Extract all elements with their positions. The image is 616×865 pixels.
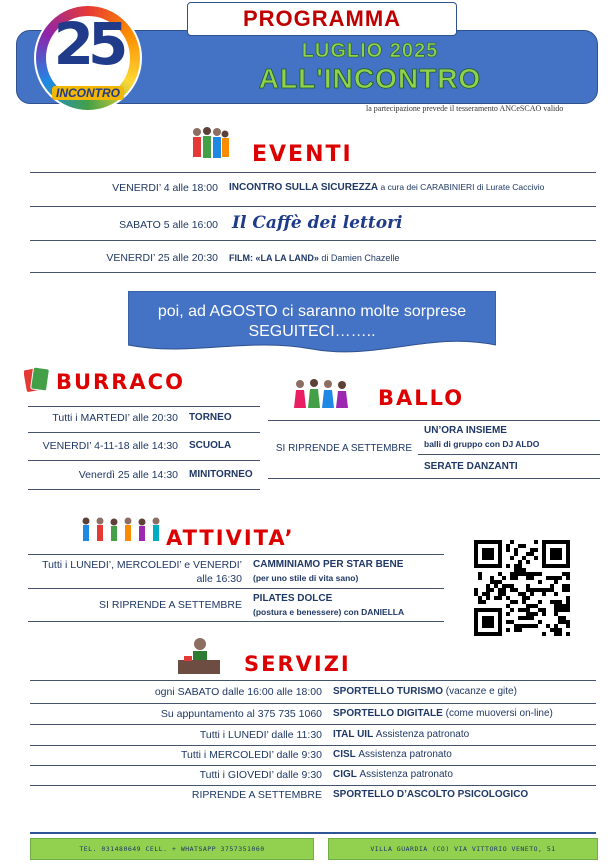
divider (28, 406, 260, 407)
servizi-item: CIGL Assistenza patronato (333, 769, 453, 780)
divider (30, 745, 596, 746)
attivita-when-time: alle 16:30 (196, 573, 242, 585)
agosto-banner (128, 291, 496, 355)
anniversary-logo (34, 4, 142, 112)
people-group-icon (190, 126, 230, 164)
ballo-item-1-sub: balli di gruppo con DJ ALDO (424, 439, 540, 449)
burraco-item: TORNEO (189, 412, 232, 423)
ballo-item-2: SERATE DANZANTI (424, 461, 518, 472)
qr-code (474, 540, 570, 636)
burraco-item: MINITORNEO (189, 469, 253, 480)
divider (30, 206, 596, 207)
section-title-attivita: ATTIVITA’ (166, 526, 295, 550)
divider (268, 420, 600, 421)
attivita-item: PILATES DOLCE (253, 593, 333, 604)
divider (30, 703, 596, 704)
burraco-item: SCUOLA (189, 440, 232, 451)
agosto-line-1: poi, ad AGOSTO ci saranno molte sorprese (157, 303, 467, 320)
divider (418, 454, 600, 455)
divider (30, 240, 596, 241)
footer-divider (30, 832, 596, 834)
event-when: VENERDI’ 4 alle 18:00 (112, 182, 218, 194)
ballo-when: SI RIPRENDE A SETTEMBRE (275, 443, 412, 454)
divider (268, 478, 600, 479)
event-item: INCONTRO SULLA SICUREZZA a cura dei CARABINIERI di Lurate Caccivio (229, 182, 545, 193)
playing-cards-icon (24, 366, 50, 394)
attivita-item-sub: (per uno stile di vita sano) (253, 573, 359, 583)
activity-people-icon (80, 516, 166, 546)
attivita-item-sub: (postura e benessere) con DANIELLA (253, 607, 405, 617)
event-item: FILM: «LA LA LAND» di Damien Chazelle (229, 253, 400, 263)
event-when: VENERDI’ 25 alle 20:30 (106, 252, 218, 264)
footer-address: VILLA GUARDIA (CO) VIA VITTORIO VENETO, 51 (328, 838, 598, 860)
burraco-when: VENERDI’ 4-11-18 alle 14:30 (42, 440, 178, 452)
servizi-when: ogni SABATO dalle 16:00 alle 18:00 (154, 686, 322, 698)
servizi-when: Tutti i MERCOLEDI’ dalle 9:30 (180, 749, 322, 761)
desk-clerk-icon (176, 636, 222, 676)
divider (30, 765, 596, 766)
divider (28, 588, 444, 589)
divider (30, 680, 596, 681)
footer-contacts: TEL. 031480649 CELL. + WHATSAPP 3757351060 (30, 838, 314, 860)
agosto-line-2: SEGUITECI…….. (248, 323, 376, 340)
divider (30, 272, 596, 273)
divider (28, 621, 444, 622)
section-title-servizi: SERVIZI (244, 652, 351, 676)
divider (30, 172, 596, 173)
event-when: SABATO 5 alle 16:00 (119, 219, 218, 231)
servizi-item: ITAL UIL Assistenza patronato (333, 729, 470, 740)
month-title: LUGLIO 2025 (301, 40, 439, 62)
dancers-icon (292, 378, 350, 412)
section-title-burraco: BURRACO (56, 370, 185, 394)
servizi-item: SPORTELLO DIGITALE (come muoversi on-line) (333, 708, 553, 719)
divider (28, 554, 444, 555)
divider (28, 489, 260, 490)
programma-title: PROGRAMMA (187, 2, 457, 36)
section-title-ballo: BALLO (378, 386, 465, 410)
burraco-when: Venerdì 25 alle 14:30 (78, 469, 178, 481)
divider (28, 432, 260, 433)
section-title-eventi: EVENTI (252, 142, 353, 167)
servizi-item: SPORTELLO TURISMO (vacanze e gite) (333, 686, 517, 697)
membership-note: la partecipazione prevede il tesseramento ANCeSCAO valido (366, 104, 564, 113)
divider (30, 785, 596, 786)
attivita-when: SI RIPRENDE A SETTEMBRE (99, 599, 242, 611)
attivita-when: Tutti i LUNEDI’, MERCOLEDI’ e VENERDI’ (42, 559, 242, 571)
logo-text: INCONTRO (52, 86, 124, 100)
servizi-item: SPORTELLO D’ASCOLTO PSICOLOGICO (333, 789, 529, 800)
burraco-when: Tutti i MARTEDI’ alle 20:30 (52, 412, 178, 424)
headline: ALL'INCONTRO (258, 63, 482, 94)
event-item-caffe: Il Caffè dei lettori (232, 213, 403, 233)
logo-number: 25 (53, 10, 123, 78)
servizi-when: Su appuntamento al 375 735 1060 (160, 708, 322, 720)
attivita-item: CAMMINIAMO PER STAR BENE (253, 559, 404, 570)
servizi-item: CISL Assistenza patronato (333, 749, 452, 760)
ballo-item-1: UN’ORA INSIEME (424, 425, 507, 436)
servizi-when: RIPRENDE A SETTEMBRE (191, 789, 322, 801)
divider (28, 460, 260, 461)
servizi-when: Tutti i LUNEDI’ dalle 11:30 (199, 729, 322, 741)
servizi-when: Tutti i GIOVEDI’ dalle 9:30 (199, 769, 322, 781)
divider (30, 724, 596, 725)
